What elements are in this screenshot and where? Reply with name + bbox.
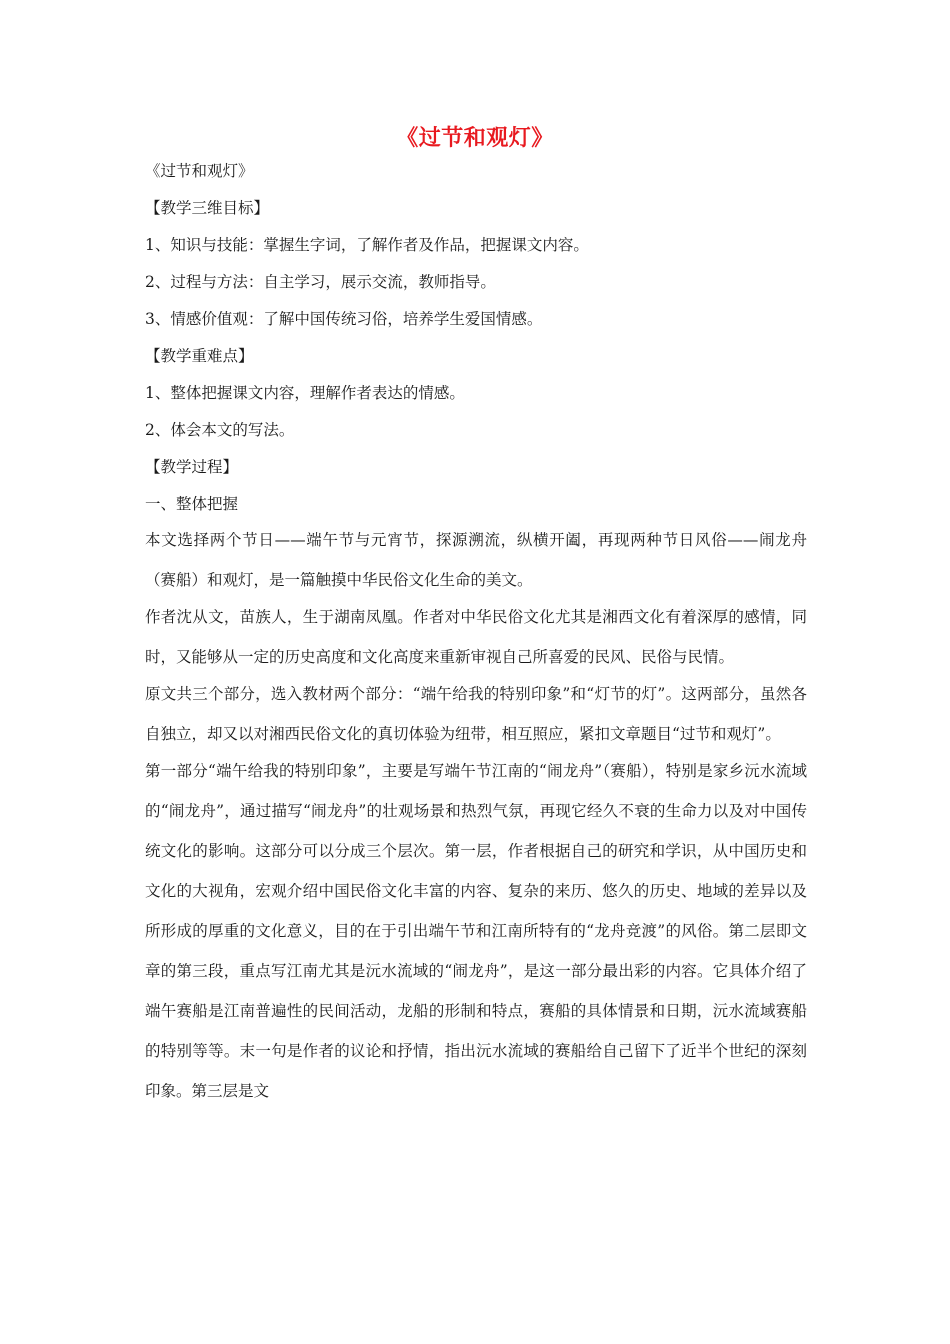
section-heading-goals: 【教学三维目标】: [145, 199, 270, 217]
paragraph: 第一部分“端午给我的特别印象”，主要是写端午节江南的“闹龙舟”（赛船），特别是家乡沅水流域的“闹龙舟”，通过描写“闹龙舟”的壮观场景和热烈气氛，再现它经久不衰的生命力以及对中国传统文化的影响。这部分可以分成三个层次。第一层，作者根据自己的研究和学识，从中国历史和文化的大视角，宏观介绍中国民俗文化丰富的内容、复杂的来历、悠久的历史、地域的差异以及所形成的厚重的文化意义，目的在于引出端午节和江南所特有的“龙舟竞渡”的风俗。第二层即文章的第三段，重点写江南尤其是沅水流域的“闹龙舟”，是这一部分最出彩的内容。它具体介绍了端午赛船是江南普遍性的民间活动，龙船的形制和特点，赛船的具体情景和日期，沅水流域赛船的特别等等。末一句是作者的议论和抒情，指出沅水流域的赛船给自己留下了近半个世纪的深刻印象。第三层是文: [145, 762, 807, 1100]
key-point-item: 1、整体把握课文内容，理解作者表达的情感。: [145, 384, 465, 402]
goal-item: 1、知识与技能：掌握生字词，了解作者及作品，把握课文内容。: [145, 236, 589, 254]
section-heading-process: 【教学过程】: [145, 458, 239, 476]
document-body: [145, 158, 807, 1111]
document-title: 《过节和观灯》: [396, 125, 554, 151]
paragraph: 作者沈从文，苗族人，生于湖南凤凰。作者对中华民俗文化尤其是湘西文化有着深厚的感情，同时，又能够从一定的历史高度和文化高度来重新审视自己所喜爱的民风、民俗与民情。: [145, 608, 807, 666]
goal-item: 2、过程与方法：自主学习，展示交流，教师指导。: [145, 273, 496, 291]
goal-item: 3、情感价值观：了解中国传统习俗，培养学生爱国情感。: [145, 310, 543, 328]
key-point-item: 2、体会本文的写法。: [145, 421, 295, 439]
paragraph: 本文选择两个节日——端午节与元宵节，探源溯流，纵横开阖，再现两种节日风俗——闹龙舟（赛船）和观灯，是一篇触摸中华民俗文化生命的美文。: [145, 531, 807, 589]
paragraph: 原文共三个部分，选入教材两个部分：“端午给我的特别印象”和“灯节的灯”。这两部分，虽然各自独立，却又以对湘西民俗文化的真切体验为纽带，相互照应，紧扣文章题目“过节和观灯”。: [145, 685, 807, 743]
section-heading-key-points: 【教学重难点】: [145, 347, 254, 365]
subsection-heading: 一、整体把握: [145, 495, 239, 513]
subtitle-line: 《过节和观灯》: [145, 162, 254, 180]
